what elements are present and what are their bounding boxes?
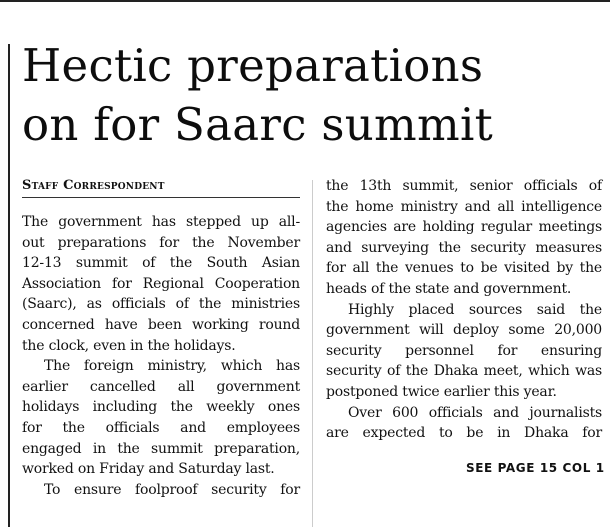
body-line: the home ministry and all intelligence bbox=[326, 198, 602, 215]
body-line: concerned have been working round bbox=[22, 316, 300, 333]
article-column-2 bbox=[326, 176, 602, 444]
body-line: Over 600 officials and journalists bbox=[348, 404, 602, 421]
body-line: Highly placed sources said the bbox=[348, 301, 602, 318]
body-line: government will deploy some 20,000 bbox=[326, 322, 602, 339]
left-border-rule bbox=[8, 44, 10, 527]
continued-on-page-link[interactable]: SEE PAGE 15 COL 1 bbox=[466, 461, 605, 475]
body-line: (Saarc), as officials of the ministries bbox=[22, 296, 300, 313]
byline: Staff Correspondent bbox=[22, 177, 300, 198]
body-line: for the officials and employees bbox=[22, 419, 300, 436]
body-line: heads of the state and government. bbox=[326, 280, 572, 297]
body-line: the clock, even in the holidays. bbox=[22, 337, 236, 354]
headline-line-1: Hectic preparations bbox=[22, 39, 484, 92]
body-line: are expected to be in Dhaka for bbox=[326, 425, 602, 442]
headline-line-2: on for Saarc summit bbox=[22, 98, 494, 151]
column-divider bbox=[312, 180, 313, 527]
body-line: security of the Dhaka meet, which was bbox=[326, 363, 602, 380]
body-line: Association for Regional Cooperation bbox=[22, 275, 300, 292]
body-line: To ensure foolproof security for bbox=[44, 481, 300, 498]
headline bbox=[22, 36, 602, 154]
body-line: the 13th summit, senior officials of bbox=[326, 178, 602, 194]
body-line: postponed twice earlier this year. bbox=[326, 383, 557, 400]
body-line: earlier cancelled all government bbox=[22, 378, 300, 395]
body-line: security personnel for ensuring bbox=[326, 342, 602, 359]
body-line: and surveying the security measures bbox=[326, 239, 602, 256]
body-line: engaged in the summit preparation, bbox=[22, 440, 300, 457]
body-line: out preparations for the November bbox=[22, 234, 300, 251]
body-line: agencies are holding regular meetings bbox=[326, 219, 602, 236]
body-line: holidays including the weekly ones bbox=[22, 399, 300, 416]
body-line: The government has stepped up all- bbox=[22, 214, 300, 230]
top-rule bbox=[0, 0, 610, 2]
body-line: worked on Friday and Saturday last. bbox=[22, 461, 275, 478]
body-line: for all the venues to be visited by the bbox=[326, 260, 602, 277]
body-line: The foreign ministry, which has bbox=[44, 358, 300, 375]
article-column-1 bbox=[22, 212, 300, 500]
body-line: 12-13 summit of the South Asian bbox=[22, 255, 300, 272]
